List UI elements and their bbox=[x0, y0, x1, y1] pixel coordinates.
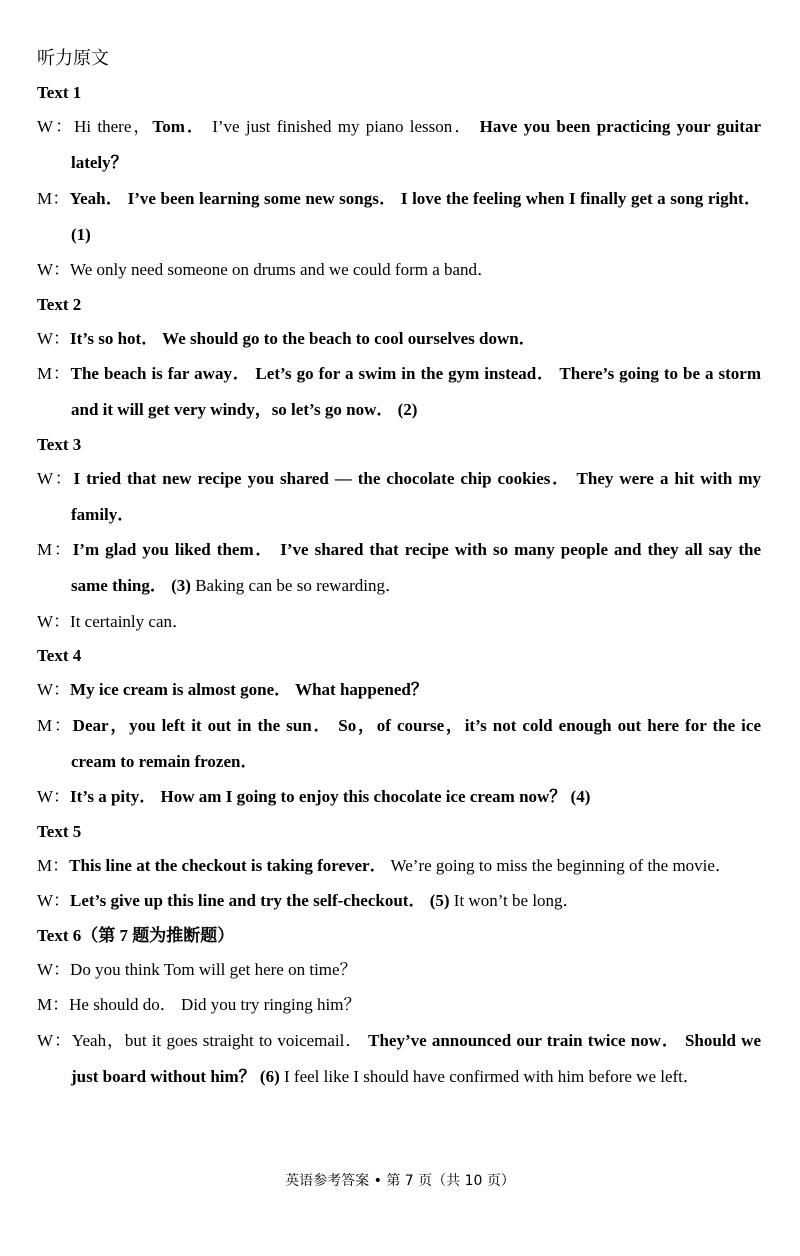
answer-key-text: My ice cream is almost gone． What happened？ bbox=[70, 680, 428, 699]
speaker-label: M： bbox=[37, 364, 71, 383]
text-section-title: Text 3 bbox=[37, 434, 82, 454]
speaker-label: W： bbox=[37, 328, 71, 348]
speaker-label: M： bbox=[37, 715, 73, 735]
text-section-title: Text 2 bbox=[37, 294, 82, 314]
dialogue-line bbox=[37, 252, 761, 288]
speaker-label: W： bbox=[37, 891, 71, 910]
dialogue-line bbox=[37, 604, 761, 640]
answer-key-text: Have you been practicing your guitar lately？ bbox=[71, 117, 761, 172]
dialogue-line bbox=[37, 848, 761, 884]
answer-key-text: The beach is far away． Let’s go for a swim in the gym instead． There’s going to be a storm and it will get very windy，so let’s go now． (2) bbox=[70, 364, 761, 419]
speaker-label: M： bbox=[37, 855, 70, 875]
page-heading: 听力原文 bbox=[37, 48, 109, 69]
dialogue-text: Hi there， bbox=[74, 117, 153, 136]
speaker-label: W： bbox=[37, 468, 74, 488]
answer-key-text: I tried that new recipe you shared — the chocolate chip cookies． They were a hit with my family． bbox=[71, 468, 762, 524]
answer-key-text: It’s a pity． How am I going to enjoy this chocolate ice cream now？ (4) bbox=[70, 787, 591, 806]
dialogue-line bbox=[37, 321, 761, 357]
dialogue-text: It won’t be long． bbox=[449, 891, 580, 910]
transcript-body bbox=[37, 76, 761, 1094]
dialogue-line bbox=[37, 883, 761, 919]
speaker-label: M： bbox=[37, 995, 70, 1014]
dialogue-line bbox=[37, 987, 761, 1023]
dialogue-text: I’ve just finished my piano lesson． bbox=[205, 117, 474, 136]
text-section-title: Text 1 bbox=[37, 83, 82, 102]
answer-key-text: Let’s give up this line and try the self-checkout． (5) bbox=[70, 891, 450, 910]
answer-key-text: Tom． bbox=[152, 117, 206, 136]
speaker-label: W： bbox=[37, 611, 71, 631]
dialogue-text: Baking can be so rewarding． bbox=[190, 576, 402, 595]
answer-key-text: I’m glad you liked them． I’ve shared that recipe with so many people and they all say the same thing． (3) bbox=[71, 540, 761, 595]
answer-key-text: Dear，you left it out in the sun． So，of course，it’s not cold enough out here for the ice cream to remain frozen． bbox=[71, 715, 761, 771]
dialogue-text: He should do． Did you try ringing him？ bbox=[69, 995, 361, 1014]
speaker-label: W： bbox=[37, 959, 71, 979]
dialogue-line bbox=[37, 708, 761, 780]
dialogue-text: We only need someone on drums and we could form a band． bbox=[70, 260, 495, 279]
dialogue-text: It certainly can． bbox=[70, 611, 189, 631]
text-section-title: Text 5 bbox=[37, 821, 82, 841]
dialogue-line bbox=[37, 109, 761, 181]
speaker-label: W： bbox=[37, 1030, 72, 1050]
dialogue-line bbox=[37, 461, 761, 533]
dialogue-text: I feel like I should have confirmed with him before we left． bbox=[279, 1066, 700, 1086]
speaker-label: M： bbox=[37, 540, 73, 559]
dialogue-line bbox=[37, 532, 761, 604]
answer-key-text: This line at the checkout is taking forever． bbox=[69, 855, 387, 875]
speaker-label: M： bbox=[37, 188, 70, 208]
text-section-title: Text 6（第 7 题为推断题） bbox=[37, 925, 235, 945]
page-footer: 英语参考答案 • 第 7 页（共 10 页） bbox=[285, 1173, 515, 1189]
dialogue-line bbox=[37, 952, 761, 988]
dialogue-text: Do you think Tom will get here on time？ bbox=[70, 959, 357, 979]
dialogue-line bbox=[37, 779, 761, 815]
speaker-label: W： bbox=[37, 680, 71, 699]
speaker-label: W： bbox=[37, 787, 71, 806]
dialogue-text: We’re going to miss the beginning of the movie． bbox=[386, 855, 732, 875]
dialogue-line bbox=[37, 181, 761, 253]
speaker-label: W： bbox=[37, 117, 75, 136]
dialogue-line bbox=[37, 672, 761, 708]
speaker-label: W： bbox=[37, 260, 71, 279]
dialogue-line bbox=[37, 356, 761, 428]
answer-key-text: They’ve announced our train twice now． Should we just board without him？ (6) bbox=[71, 1030, 762, 1086]
dialogue-line bbox=[37, 1023, 761, 1095]
answer-key-text: Yeah． I’ve been learning some new songs． I love the feeling when I finally get a song right． (1) bbox=[69, 188, 761, 244]
text-section-title: Text 4 bbox=[37, 646, 82, 665]
answer-key-text: It’s so hot． We should go to the beach to cool ourselves down． bbox=[70, 328, 536, 348]
dialogue-text: Yeah，but it goes straight to voicemail． bbox=[71, 1030, 364, 1050]
